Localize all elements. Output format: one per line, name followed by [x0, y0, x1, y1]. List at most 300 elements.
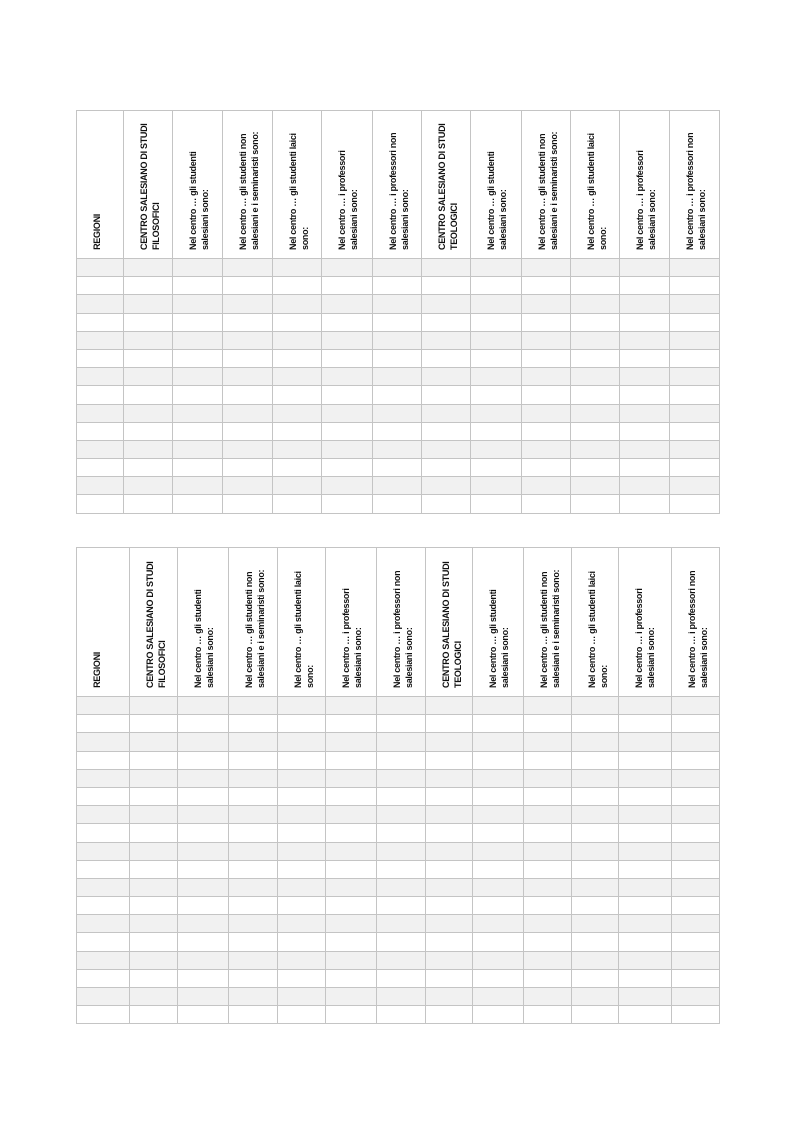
table-cell[interactable] [229, 1006, 278, 1024]
table-cell[interactable] [620, 259, 670, 277]
table-cell[interactable] [672, 715, 720, 733]
table-cell[interactable] [473, 787, 524, 805]
table-cell[interactable] [572, 806, 619, 824]
table-cell[interactable] [322, 368, 373, 386]
table-cell[interactable] [178, 787, 229, 805]
table-cell[interactable] [620, 422, 670, 440]
table-cell[interactable] [524, 769, 572, 787]
table-cell[interactable] [473, 769, 524, 787]
table-cell[interactable] [130, 988, 178, 1006]
table-cell[interactable] [178, 915, 229, 933]
table-cell[interactable] [619, 933, 672, 951]
table-cell[interactable] [178, 733, 229, 751]
table-cell[interactable] [326, 806, 377, 824]
table-cell[interactable] [422, 277, 471, 295]
table-cell[interactable] [322, 459, 373, 477]
table-cell[interactable] [672, 969, 720, 987]
table-cell[interactable] [173, 422, 223, 440]
table-cell[interactable] [178, 715, 229, 733]
table-cell[interactable] [524, 824, 572, 842]
table-cell[interactable] [422, 313, 471, 331]
table-cell[interactable] [373, 331, 422, 349]
table-cell[interactable] [77, 697, 130, 715]
table-cell[interactable] [229, 878, 278, 896]
table-cell[interactable] [571, 331, 620, 349]
table-cell[interactable] [670, 459, 720, 477]
table-cell[interactable] [322, 422, 373, 440]
table-cell[interactable] [124, 259, 173, 277]
table-cell[interactable] [373, 404, 422, 422]
table-cell[interactable] [620, 295, 670, 313]
table-cell[interactable] [373, 495, 422, 513]
table-cell[interactable] [124, 295, 173, 313]
table-cell[interactable] [619, 751, 672, 769]
table-cell[interactable] [670, 313, 720, 331]
table-cell[interactable] [522, 313, 571, 331]
table-cell[interactable] [223, 477, 273, 495]
table-cell[interactable] [229, 697, 278, 715]
table-cell[interactable] [278, 897, 326, 915]
table-cell[interactable] [77, 368, 124, 386]
table-cell[interactable] [124, 495, 173, 513]
table-cell[interactable] [373, 368, 422, 386]
table-cell[interactable] [572, 824, 619, 842]
table-cell[interactable] [278, 878, 326, 896]
table-cell[interactable] [471, 404, 522, 422]
table-cell[interactable] [124, 477, 173, 495]
table-cell[interactable] [77, 295, 124, 313]
table-cell[interactable] [178, 897, 229, 915]
table-cell[interactable] [571, 459, 620, 477]
table-cell[interactable] [223, 313, 273, 331]
table-cell[interactable] [373, 440, 422, 458]
table-cell[interactable] [426, 897, 473, 915]
table-cell[interactable] [619, 988, 672, 1006]
table-cell[interactable] [672, 878, 720, 896]
table-cell[interactable] [473, 697, 524, 715]
table-cell[interactable] [77, 495, 124, 513]
table-cell[interactable] [426, 933, 473, 951]
table-cell[interactable] [572, 951, 619, 969]
table-cell[interactable] [471, 459, 522, 477]
table-cell[interactable] [77, 349, 124, 367]
table-cell[interactable] [426, 824, 473, 842]
table-cell[interactable] [619, 915, 672, 933]
table-cell[interactable] [173, 331, 223, 349]
table-cell[interactable] [278, 1006, 326, 1024]
table-cell[interactable] [619, 1006, 672, 1024]
table-cell[interactable] [377, 733, 426, 751]
table-cell[interactable] [373, 386, 422, 404]
table-cell[interactable] [130, 915, 178, 933]
table-cell[interactable] [471, 349, 522, 367]
table-cell[interactable] [377, 878, 426, 896]
table-cell[interactable] [273, 459, 322, 477]
table-cell[interactable] [130, 733, 178, 751]
table-cell[interactable] [273, 277, 322, 295]
table-cell[interactable] [130, 824, 178, 842]
table-cell[interactable] [426, 697, 473, 715]
table-cell[interactable] [77, 878, 130, 896]
table-cell[interactable] [522, 259, 571, 277]
table-cell[interactable] [273, 495, 322, 513]
table-cell[interactable] [571, 440, 620, 458]
table-cell[interactable] [619, 769, 672, 787]
table-cell[interactable] [326, 697, 377, 715]
table-cell[interactable] [422, 477, 471, 495]
table-cell[interactable] [473, 842, 524, 860]
table-cell[interactable] [273, 386, 322, 404]
table-cell[interactable] [77, 422, 124, 440]
table-cell[interactable] [130, 697, 178, 715]
table-cell[interactable] [130, 1006, 178, 1024]
table-cell[interactable] [619, 715, 672, 733]
table-cell[interactable] [619, 969, 672, 987]
table-cell[interactable] [473, 969, 524, 987]
table-cell[interactable] [422, 349, 471, 367]
table-cell[interactable] [322, 349, 373, 367]
table-cell[interactable] [77, 1006, 130, 1024]
table-cell[interactable] [572, 842, 619, 860]
table-cell[interactable] [473, 897, 524, 915]
table-cell[interactable] [373, 313, 422, 331]
table-cell[interactable] [273, 331, 322, 349]
table-cell[interactable] [524, 897, 572, 915]
table-cell[interactable] [173, 295, 223, 313]
table-cell[interactable] [524, 697, 572, 715]
table-cell[interactable] [326, 878, 377, 896]
table-cell[interactable] [619, 733, 672, 751]
table-cell[interactable] [422, 440, 471, 458]
table-cell[interactable] [77, 915, 130, 933]
table-cell[interactable] [273, 368, 322, 386]
table-cell[interactable] [130, 878, 178, 896]
table-cell[interactable] [223, 459, 273, 477]
table-cell[interactable] [524, 787, 572, 805]
table-cell[interactable] [124, 349, 173, 367]
table-cell[interactable] [670, 331, 720, 349]
table-cell[interactable] [473, 951, 524, 969]
table-cell[interactable] [77, 897, 130, 915]
table-cell[interactable] [672, 860, 720, 878]
table-cell[interactable] [178, 1006, 229, 1024]
table-cell[interactable] [522, 368, 571, 386]
table-cell[interactable] [471, 440, 522, 458]
table-cell[interactable] [670, 386, 720, 404]
table-cell[interactable] [572, 697, 619, 715]
table-cell[interactable] [223, 422, 273, 440]
table-cell[interactable] [77, 259, 124, 277]
table-cell[interactable] [326, 787, 377, 805]
table-cell[interactable] [672, 787, 720, 805]
table-cell[interactable] [273, 404, 322, 422]
table-cell[interactable] [522, 495, 571, 513]
table-cell[interactable] [77, 787, 130, 805]
table-cell[interactable] [178, 878, 229, 896]
table-cell[interactable] [672, 842, 720, 860]
table-cell[interactable] [524, 860, 572, 878]
table-cell[interactable] [229, 933, 278, 951]
table-cell[interactable] [572, 988, 619, 1006]
table-cell[interactable] [229, 842, 278, 860]
table-cell[interactable] [278, 824, 326, 842]
table-cell[interactable] [377, 1006, 426, 1024]
table-cell[interactable] [524, 951, 572, 969]
table-cell[interactable] [373, 422, 422, 440]
table-cell[interactable] [178, 697, 229, 715]
table-cell[interactable] [524, 915, 572, 933]
table-cell[interactable] [377, 951, 426, 969]
table-cell[interactable] [620, 349, 670, 367]
table-cell[interactable] [229, 715, 278, 733]
table-cell[interactable] [377, 697, 426, 715]
table-cell[interactable] [173, 259, 223, 277]
table-cell[interactable] [130, 969, 178, 987]
table-cell[interactable] [77, 386, 124, 404]
table-cell[interactable] [77, 842, 130, 860]
table-cell[interactable] [178, 951, 229, 969]
table-cell[interactable] [173, 277, 223, 295]
table-cell[interactable] [572, 897, 619, 915]
table-cell[interactable] [377, 915, 426, 933]
table-cell[interactable] [322, 277, 373, 295]
table-cell[interactable] [373, 349, 422, 367]
table-cell[interactable] [426, 969, 473, 987]
table-cell[interactable] [620, 495, 670, 513]
table-cell[interactable] [426, 860, 473, 878]
table-cell[interactable] [426, 915, 473, 933]
table-cell[interactable] [426, 988, 473, 1006]
table-cell[interactable] [522, 477, 571, 495]
table-cell[interactable] [77, 715, 130, 733]
table-cell[interactable] [273, 440, 322, 458]
table-cell[interactable] [471, 386, 522, 404]
table-cell[interactable] [471, 313, 522, 331]
table-cell[interactable] [278, 715, 326, 733]
table-cell[interactable] [471, 277, 522, 295]
table-cell[interactable] [620, 386, 670, 404]
table-cell[interactable] [377, 842, 426, 860]
table-cell[interactable] [77, 459, 124, 477]
table-cell[interactable] [77, 751, 130, 769]
table-cell[interactable] [524, 1006, 572, 1024]
table-cell[interactable] [426, 1006, 473, 1024]
table-cell[interactable] [273, 313, 322, 331]
table-cell[interactable] [229, 915, 278, 933]
table-cell[interactable] [278, 842, 326, 860]
table-cell[interactable] [422, 331, 471, 349]
table-cell[interactable] [223, 495, 273, 513]
table-cell[interactable] [322, 295, 373, 313]
table-cell[interactable] [473, 806, 524, 824]
table-cell[interactable] [130, 933, 178, 951]
table-cell[interactable] [322, 477, 373, 495]
table-cell[interactable] [223, 368, 273, 386]
table-cell[interactable] [178, 769, 229, 787]
table-cell[interactable] [173, 495, 223, 513]
table-cell[interactable] [670, 368, 720, 386]
table-cell[interactable] [373, 277, 422, 295]
table-cell[interactable] [377, 787, 426, 805]
table-cell[interactable] [377, 860, 426, 878]
table-cell[interactable] [77, 277, 124, 295]
table-cell[interactable] [77, 933, 130, 951]
table-cell[interactable] [672, 988, 720, 1006]
table-cell[interactable] [278, 733, 326, 751]
table-cell[interactable] [173, 440, 223, 458]
table-cell[interactable] [373, 459, 422, 477]
table-cell[interactable] [422, 422, 471, 440]
table-cell[interactable] [377, 988, 426, 1006]
table-cell[interactable] [223, 259, 273, 277]
table-cell[interactable] [326, 860, 377, 878]
table-cell[interactable] [571, 349, 620, 367]
table-cell[interactable] [422, 495, 471, 513]
table-cell[interactable] [524, 878, 572, 896]
table-cell[interactable] [377, 897, 426, 915]
table-cell[interactable] [524, 806, 572, 824]
table-cell[interactable] [278, 915, 326, 933]
table-cell[interactable] [522, 440, 571, 458]
table-cell[interactable] [571, 368, 620, 386]
table-cell[interactable] [619, 806, 672, 824]
table-cell[interactable] [130, 842, 178, 860]
table-cell[interactable] [377, 769, 426, 787]
table-cell[interactable] [124, 404, 173, 422]
table-cell[interactable] [670, 477, 720, 495]
table-cell[interactable] [326, 715, 377, 733]
table-cell[interactable] [229, 860, 278, 878]
table-cell[interactable] [670, 495, 720, 513]
table-cell[interactable] [278, 787, 326, 805]
table-cell[interactable] [322, 331, 373, 349]
table-cell[interactable] [178, 824, 229, 842]
table-cell[interactable] [620, 368, 670, 386]
table-cell[interactable] [672, 769, 720, 787]
table-cell[interactable] [77, 769, 130, 787]
table-cell[interactable] [572, 969, 619, 987]
table-cell[interactable] [377, 751, 426, 769]
table-cell[interactable] [619, 824, 672, 842]
table-cell[interactable] [130, 751, 178, 769]
table-cell[interactable] [422, 386, 471, 404]
table-cell[interactable] [130, 951, 178, 969]
table-cell[interactable] [326, 824, 377, 842]
table-cell[interactable] [130, 897, 178, 915]
table-cell[interactable] [620, 459, 670, 477]
table-cell[interactable] [77, 477, 124, 495]
table-cell[interactable] [572, 787, 619, 805]
table-cell[interactable] [471, 477, 522, 495]
table-cell[interactable] [619, 860, 672, 878]
table-cell[interactable] [173, 368, 223, 386]
table-cell[interactable] [326, 915, 377, 933]
table-cell[interactable] [377, 715, 426, 733]
table-cell[interactable] [572, 933, 619, 951]
table-cell[interactable] [471, 331, 522, 349]
table-cell[interactable] [178, 860, 229, 878]
table-cell[interactable] [471, 295, 522, 313]
table-cell[interactable] [619, 842, 672, 860]
table-cell[interactable] [124, 313, 173, 331]
table-cell[interactable] [522, 277, 571, 295]
table-cell[interactable] [124, 440, 173, 458]
table-cell[interactable] [322, 440, 373, 458]
table-cell[interactable] [130, 715, 178, 733]
table-cell[interactable] [619, 951, 672, 969]
table-cell[interactable] [473, 715, 524, 733]
table-cell[interactable] [571, 422, 620, 440]
table-cell[interactable] [173, 386, 223, 404]
table-cell[interactable] [278, 988, 326, 1006]
table-cell[interactable] [672, 824, 720, 842]
table-cell[interactable] [524, 751, 572, 769]
table-cell[interactable] [672, 897, 720, 915]
table-cell[interactable] [672, 751, 720, 769]
table-cell[interactable] [473, 733, 524, 751]
table-cell[interactable] [223, 295, 273, 313]
table-cell[interactable] [426, 715, 473, 733]
table-cell[interactable] [124, 422, 173, 440]
table-cell[interactable] [422, 368, 471, 386]
table-cell[interactable] [326, 969, 377, 987]
table-cell[interactable] [670, 349, 720, 367]
table-cell[interactable] [422, 404, 471, 422]
table-cell[interactable] [326, 933, 377, 951]
table-cell[interactable] [77, 806, 130, 824]
table-cell[interactable] [571, 259, 620, 277]
table-cell[interactable] [326, 751, 377, 769]
table-cell[interactable] [670, 295, 720, 313]
table-cell[interactable] [229, 769, 278, 787]
table-cell[interactable] [77, 313, 124, 331]
table-cell[interactable] [377, 969, 426, 987]
table-cell[interactable] [326, 769, 377, 787]
table-cell[interactable] [377, 806, 426, 824]
table-cell[interactable] [77, 951, 130, 969]
table-cell[interactable] [620, 277, 670, 295]
table-cell[interactable] [473, 933, 524, 951]
table-cell[interactable] [229, 969, 278, 987]
table-cell[interactable] [178, 933, 229, 951]
table-cell[interactable] [322, 495, 373, 513]
table-cell[interactable] [124, 386, 173, 404]
table-cell[interactable] [377, 824, 426, 842]
table-cell[interactable] [471, 422, 522, 440]
table-cell[interactable] [278, 860, 326, 878]
table-cell[interactable] [130, 860, 178, 878]
table-cell[interactable] [422, 259, 471, 277]
table-cell[interactable] [672, 1006, 720, 1024]
table-cell[interactable] [670, 277, 720, 295]
table-cell[interactable] [77, 404, 124, 422]
table-cell[interactable] [77, 331, 124, 349]
table-cell[interactable] [426, 842, 473, 860]
table-cell[interactable] [522, 295, 571, 313]
table-cell[interactable] [670, 422, 720, 440]
table-cell[interactable] [124, 459, 173, 477]
table-cell[interactable] [426, 787, 473, 805]
table-cell[interactable] [326, 733, 377, 751]
table-cell[interactable] [77, 969, 130, 987]
table-cell[interactable] [373, 259, 422, 277]
table-cell[interactable] [672, 933, 720, 951]
table-cell[interactable] [619, 897, 672, 915]
table-cell[interactable] [524, 969, 572, 987]
table-cell[interactable] [223, 349, 273, 367]
table-cell[interactable] [426, 733, 473, 751]
table-cell[interactable] [422, 459, 471, 477]
